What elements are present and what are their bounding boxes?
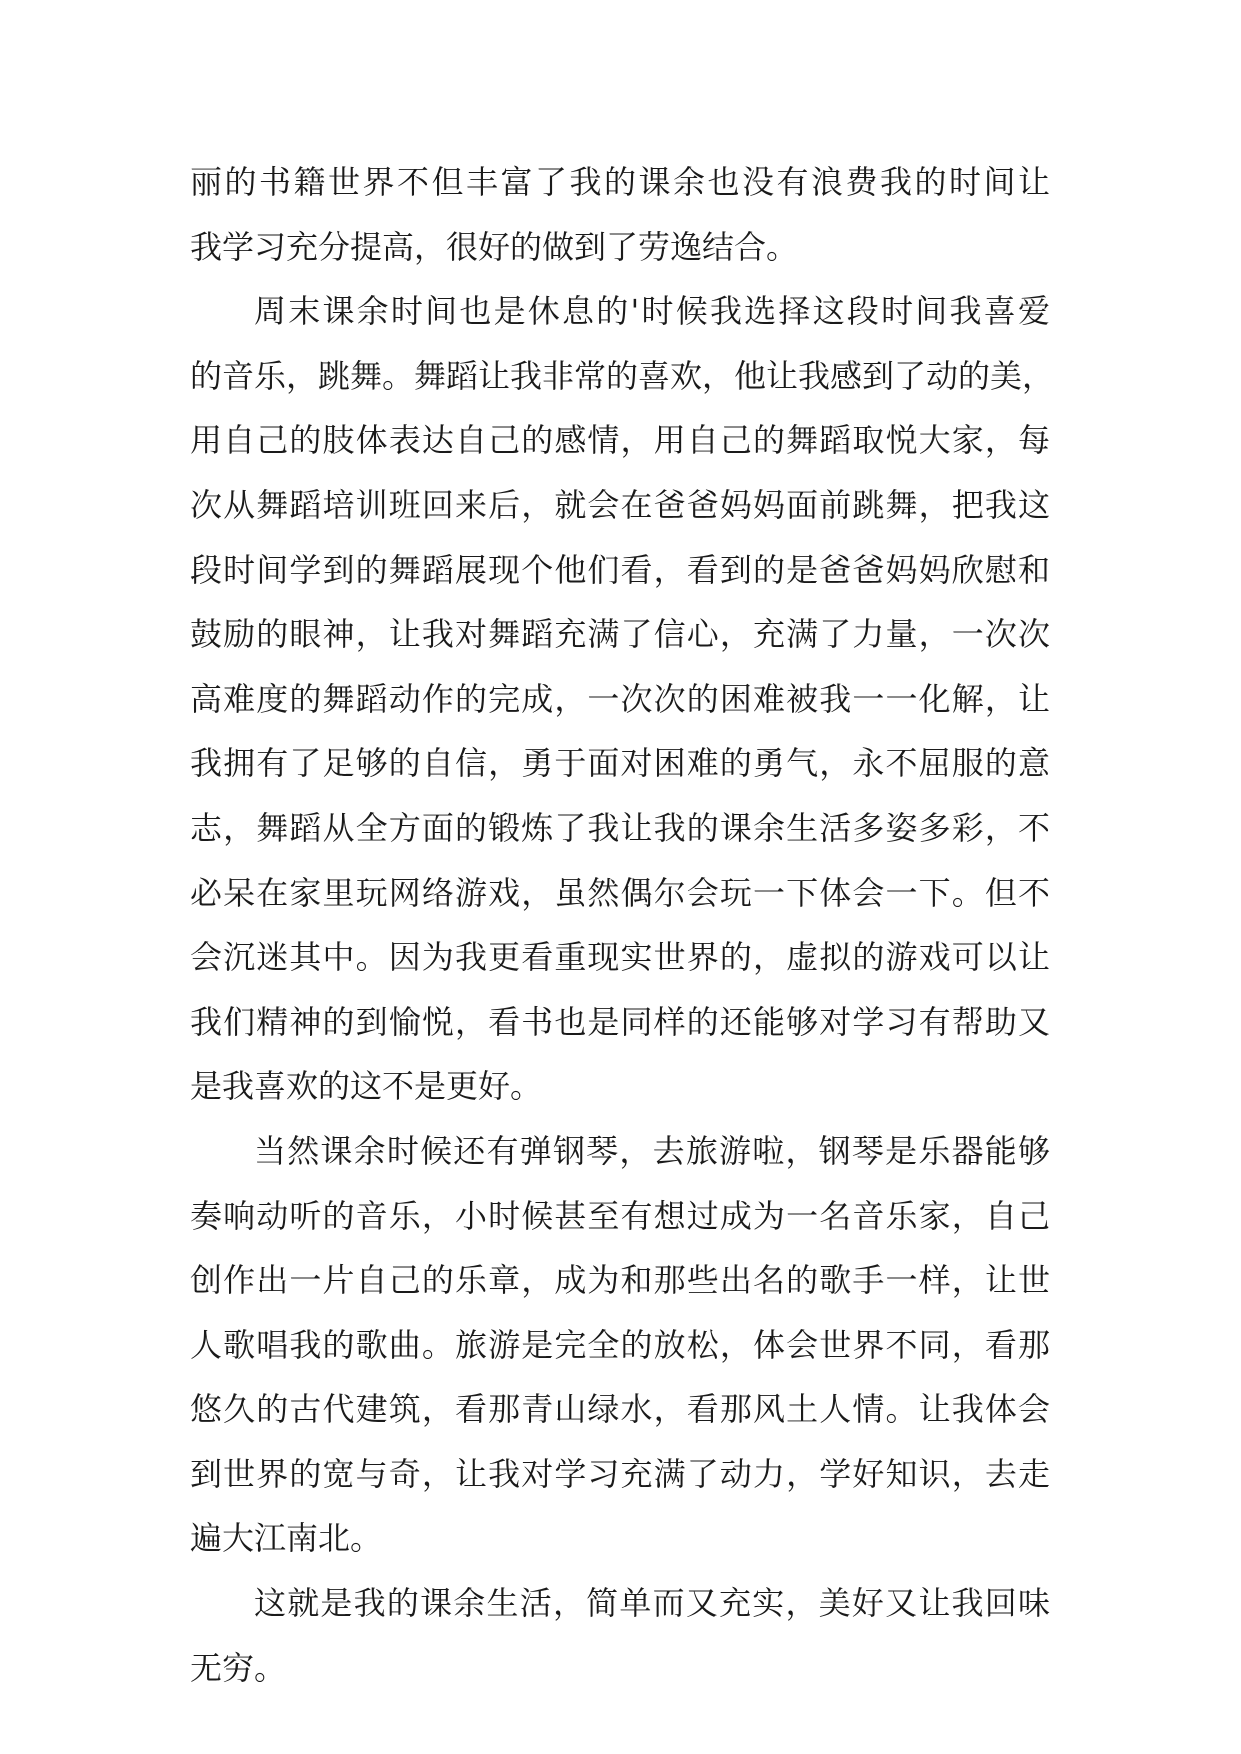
text-line: 这就是我的课余生活，简单而又充实，美好又让我回味 [254, 1584, 1050, 1623]
text-line: 无穷。 [190, 1648, 287, 1687]
text-line: 是我喜欢的这不是更好。 [190, 1067, 543, 1106]
paragraph [190, 1131, 1050, 1583]
text-line: 高难度的舞蹈动作的完成，一次次的困难被我一一化解，让 [190, 679, 1050, 718]
text-line: 我们精神的到愉悦，看书也是同样的还能够对学习有帮助又 [190, 1002, 1050, 1041]
text-line: 我拥有了足够的自信，勇于面对困难的勇气，永不屈服的意 [190, 744, 1050, 783]
text-line: 遍大江南北。 [190, 1519, 383, 1558]
paragraph [190, 291, 1055, 1131]
text-line: 段时间学到的舞蹈展现个他们看，看到的是爸爸妈妈欣慰和 [190, 550, 1050, 589]
text-line: 次从舞蹈培训班回来后，就会在爸爸妈妈面前跳舞，把我这 [190, 485, 1050, 524]
text-line: 创作出一片自己的乐章，成为和那些出名的歌手一样，让世 [190, 1261, 1050, 1300]
text-line: 丽的书籍世界不但丰富了我的课余也没有浪费我的时间让 [190, 163, 1050, 201]
text-line: 当然课余时候还有弹钢琴，去旅游啦，钢琴是乐器能够 [254, 1131, 1050, 1170]
paragraph [190, 1583, 1050, 1712]
text-line: 的音乐，跳舞。舞蹈让我非常的喜欢，他让我感到了动的美， [190, 356, 1055, 395]
body-text [190, 162, 1055, 1712]
text-line: 奏响动听的音乐，小时候甚至有想过成为一名音乐家，自己 [190, 1196, 1050, 1235]
text-line: 人歌唱我的歌曲。旅游是完全的放松，体会世界不同，看那 [190, 1325, 1050, 1364]
text-line: 我学习充分提高，很好的做到了劳逸结合。 [190, 227, 799, 266]
text-line: 必呆在家里玩网络游戏，虽然偶尔会玩一下体会一下。但不 [190, 873, 1050, 912]
text-line: 鼓励的眼神，让我对舞蹈充满了信心，充满了力量，一次次 [190, 615, 1050, 654]
text-line: 悠久的古代建筑，看那青山绿水，看那风土人情。让我体会 [190, 1390, 1050, 1429]
text-line: 志，舞蹈从全方面的锻炼了我让我的课余生活多姿多彩，不 [190, 808, 1050, 847]
text-line: 用自己的肢体表达自己的感情，用自己的舞蹈取悦大家，每 [190, 421, 1050, 460]
text-line: 会沉迷其中。因为我更看重现实世界的，虚拟的游戏可以让 [190, 938, 1050, 977]
text-line: 周末课余时间也是休息的'时候我选择这段时间我喜爱 [254, 292, 1050, 331]
text-line: 到世界的宽与奇，让我对学习充满了动力，学好知识，去走 [190, 1454, 1050, 1493]
paragraph [190, 162, 1050, 291]
